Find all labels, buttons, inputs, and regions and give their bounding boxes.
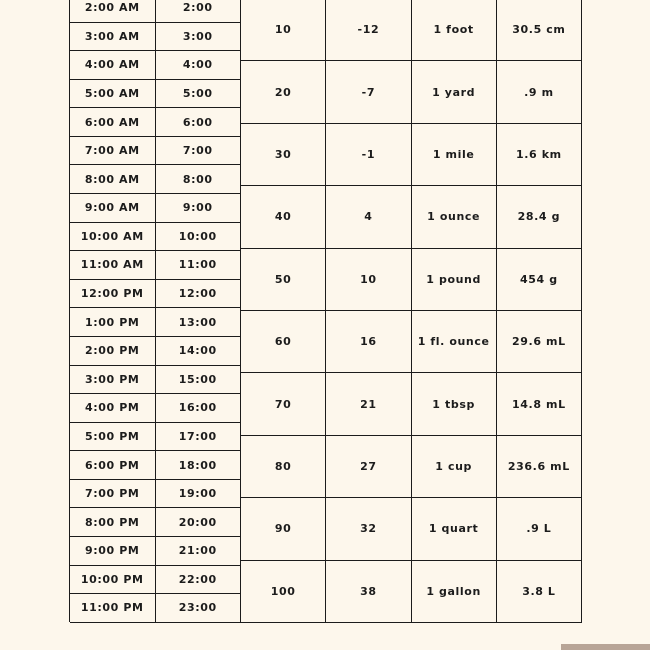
celsius-cell: 38 (326, 561, 411, 623)
time-24h-cell: 11:00 (156, 251, 242, 280)
metric-cell: 3.8 L (497, 561, 582, 623)
time-12h-cell: 12:00 PM (70, 280, 156, 309)
time-24h-cell: 17:00 (156, 423, 242, 452)
time-table-row (70, 165, 241, 194)
conversion-table-row (241, 0, 582, 61)
conversion-table-row (241, 124, 582, 186)
fahrenheit-cell: 20 (241, 61, 326, 123)
celsius-cell: 16 (326, 311, 411, 373)
time-table-row (70, 137, 241, 166)
time-table-row (70, 308, 241, 337)
us-unit-cell: 1 ounce (412, 186, 497, 248)
time-table-row (70, 251, 241, 280)
us-unit-cell: 1 mile (412, 124, 497, 186)
time-24h-cell: 9:00 (156, 194, 242, 223)
time-12h-cell: 6:00 PM (70, 451, 156, 480)
celsius-cell: -12 (326, 0, 411, 61)
fahrenheit-cell: 90 (241, 498, 326, 560)
time-12h-cell: 3:00 AM (70, 23, 156, 52)
time-table-row (70, 280, 241, 309)
time-24h-cell: 20:00 (156, 508, 242, 537)
time-24h-cell: 4:00 (156, 51, 242, 80)
time-24h-cell: 13:00 (156, 308, 242, 337)
us-unit-cell: 1 gallon (412, 561, 497, 623)
time-12h-cell: 3:00 PM (70, 366, 156, 395)
fahrenheit-cell: 100 (241, 561, 326, 623)
metric-cell: 14.8 mL (497, 373, 582, 435)
time-12h-cell: 4:00 PM (70, 394, 156, 423)
conversion-table-row (241, 311, 582, 373)
celsius-cell: -1 (326, 124, 411, 186)
time-table-row (70, 451, 241, 480)
time-12h-cell: 7:00 AM (70, 137, 156, 166)
time-24h-cell: 21:00 (156, 537, 242, 566)
time-table-row (70, 423, 241, 452)
time-24h-cell: 10:00 (156, 223, 242, 252)
time-12h-cell: 11:00 PM (70, 594, 156, 623)
time-12h-cell: 5:00 PM (70, 423, 156, 452)
time-24h-cell: 12:00 (156, 280, 242, 309)
us-unit-cell: 1 tbsp (412, 373, 497, 435)
time-12h-cell: 1:00 PM (70, 308, 156, 337)
time-table-row (70, 0, 241, 23)
time-table-row (70, 508, 241, 537)
conversion-table-row (241, 498, 582, 560)
conversion-table-row (241, 186, 582, 248)
us-unit-cell: 1 quart (412, 498, 497, 560)
fahrenheit-cell: 10 (241, 0, 326, 61)
time-12h-cell: 9:00 PM (70, 537, 156, 566)
fahrenheit-cell: 40 (241, 186, 326, 248)
time-table-row (70, 51, 241, 80)
fahrenheit-cell: 60 (241, 311, 326, 373)
metric-cell: .9 L (497, 498, 582, 560)
corner-accent-tab (561, 644, 650, 650)
time-table-row (70, 337, 241, 366)
time-table-row (70, 194, 241, 223)
time-24h-cell: 22:00 (156, 566, 242, 595)
conversion-table-row (241, 561, 582, 623)
fahrenheit-cell: 50 (241, 249, 326, 311)
time-12h-cell: 2:00 PM (70, 337, 156, 366)
conversion-table-row (241, 249, 582, 311)
conversion-table-row (241, 373, 582, 435)
conversion-table-row (241, 436, 582, 498)
time-table-row (70, 394, 241, 423)
fahrenheit-cell: 30 (241, 124, 326, 186)
metric-cell: 454 g (497, 249, 582, 311)
time-conversion-table (69, 0, 241, 622)
celsius-cell: 32 (326, 498, 411, 560)
time-table-row (70, 108, 241, 137)
time-12h-cell: 5:00 AM (70, 80, 156, 109)
time-table-row (70, 566, 241, 595)
time-table-row (70, 80, 241, 109)
time-12h-cell: 8:00 AM (70, 165, 156, 194)
time-12h-cell: 9:00 AM (70, 194, 156, 223)
us-unit-cell: 1 cup (412, 436, 497, 498)
time-12h-cell: 7:00 PM (70, 480, 156, 509)
metric-cell: 28.4 g (497, 186, 582, 248)
time-12h-cell: 6:00 AM (70, 108, 156, 137)
time-table-row (70, 23, 241, 52)
us-unit-cell: 1 foot (412, 0, 497, 61)
time-12h-cell: 2:00 AM (70, 0, 156, 23)
time-24h-cell: 15:00 (156, 366, 242, 395)
fahrenheit-cell: 70 (241, 373, 326, 435)
metric-cell: 29.6 mL (497, 311, 582, 373)
time-24h-cell: 7:00 (156, 137, 242, 166)
time-12h-cell: 11:00 AM (70, 251, 156, 280)
celsius-cell: 10 (326, 249, 411, 311)
time-24h-cell: 2:00 (156, 0, 242, 23)
time-12h-cell: 4:00 AM (70, 51, 156, 80)
time-table-row (70, 594, 241, 623)
time-24h-cell: 19:00 (156, 480, 242, 509)
celsius-cell: 4 (326, 186, 411, 248)
time-24h-cell: 5:00 (156, 80, 242, 109)
time-24h-cell: 23:00 (156, 594, 242, 623)
time-table-row (70, 366, 241, 395)
time-24h-cell: 8:00 (156, 165, 242, 194)
time-12h-cell: 8:00 PM (70, 508, 156, 537)
celsius-cell: 21 (326, 373, 411, 435)
celsius-cell: -7 (326, 61, 411, 123)
time-table-row (70, 223, 241, 252)
us-unit-cell: 1 yard (412, 61, 497, 123)
time-24h-cell: 16:00 (156, 394, 242, 423)
us-unit-cell: 1 pound (412, 249, 497, 311)
celsius-cell: 27 (326, 436, 411, 498)
metric-cell: 1.6 km (497, 124, 582, 186)
time-table-row (70, 537, 241, 566)
conversion-table-row (241, 61, 582, 123)
time-24h-cell: 18:00 (156, 451, 242, 480)
time-24h-cell: 3:00 (156, 23, 242, 52)
unit-conversion-table (241, 0, 582, 622)
time-table-row (70, 480, 241, 509)
us-unit-cell: 1 fl. ounce (412, 311, 497, 373)
time-12h-cell: 10:00 PM (70, 566, 156, 595)
time-12h-cell: 10:00 AM (70, 223, 156, 252)
metric-cell: 236.6 mL (497, 436, 582, 498)
metric-cell: 30.5 cm (497, 0, 582, 61)
time-24h-cell: 14:00 (156, 337, 242, 366)
metric-cell: .9 m (497, 61, 582, 123)
time-24h-cell: 6:00 (156, 108, 242, 137)
fahrenheit-cell: 80 (241, 436, 326, 498)
